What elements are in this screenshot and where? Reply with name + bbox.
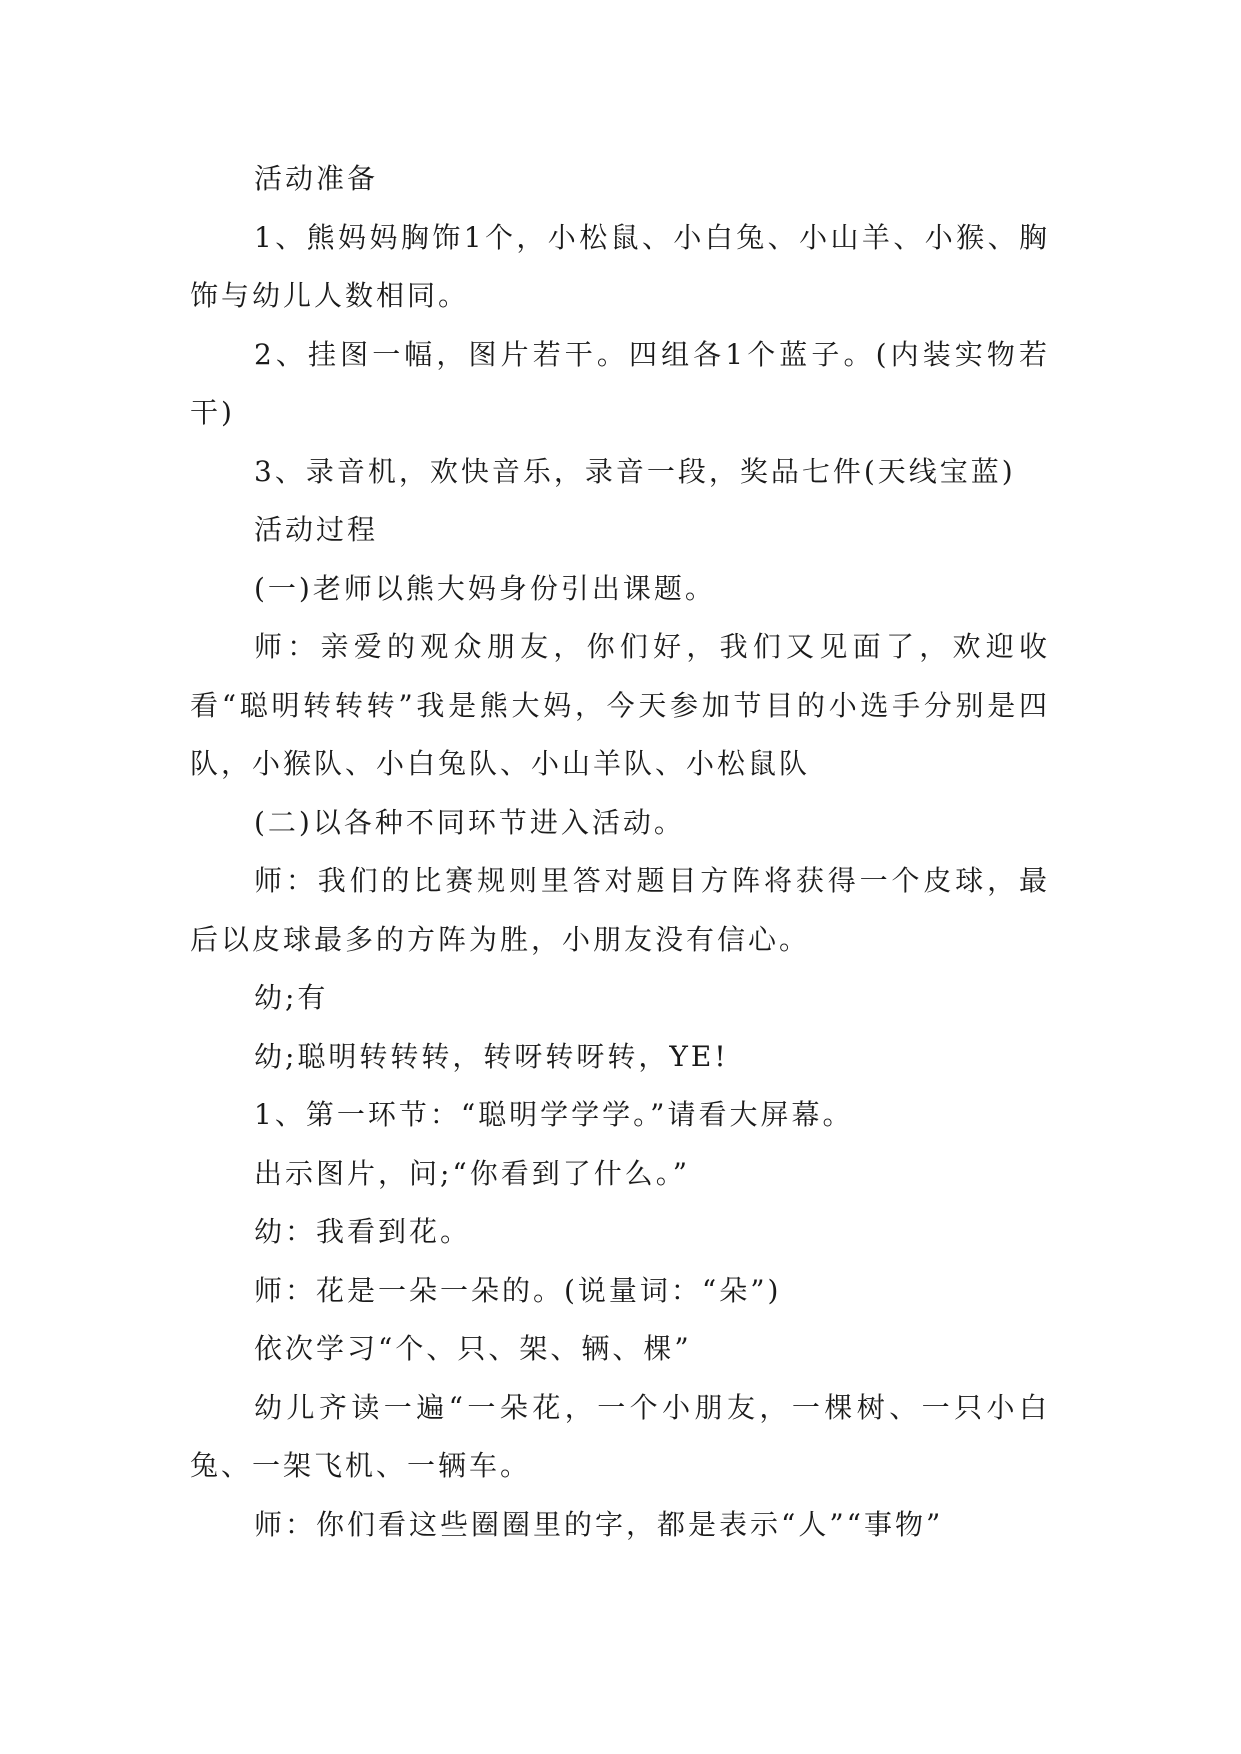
paragraph-teacher-circles: 师：你们看这些圈圈里的字，都是表示“人”“事物”	[254, 1507, 944, 1541]
paragraph-teacher-intro: 师：亲爱的观众朋友，你们好，我们又见面了，欢迎收看“聪明转转转”我是熊大妈，今天参加节目的小选手分别是四队，小猴队、小白兔队、小山羊队、小松鼠队	[190, 630, 1050, 780]
paragraph-teacher-measure-word: 师：花是一朵一朵的。(说量词：“朵”)	[254, 1273, 782, 1307]
paragraph-child-yes: 幼;有	[254, 981, 329, 1014]
paragraph-child-chant: 幼;聪明转转转，转呀转呀转，YE!	[254, 1039, 729, 1073]
heading-activity-preparation: 活动准备	[254, 162, 379, 195]
paragraph-step-one: (一)老师以熊大妈身份引出课题。	[254, 571, 716, 605]
paragraph-first-round: 1、第一环节：“聪明学学学。”请看大屏幕。	[254, 1098, 854, 1131]
document-body	[190, 150, 1050, 1554]
paragraph-read-together: 幼儿齐读一遍“一朵花，一个小朋友，一棵树、一只小白兔、一架飞机、一辆车。	[190, 1390, 1050, 1482]
paragraph-prep-item-3: 3、录音机，欢快音乐，录音一段，奖品七件(天线宝蓝)	[254, 454, 1016, 488]
paragraph-step-two: (二)以各种不同环节进入活动。	[254, 805, 685, 839]
heading-activity-process: 活动过程	[254, 513, 379, 546]
paragraph-teacher-rules: 师：我们的比赛规则里答对题目方阵将获得一个皮球，最后以皮球最多的方阵为胜，小朋友没有信心。	[190, 864, 1050, 956]
paragraph-show-picture: 出示图片，问;“你看到了什么。”	[254, 1156, 691, 1190]
paragraph-learn-measure-words: 依次学习“个、只、架、辆、棵”	[254, 1332, 692, 1365]
paragraph-child-flower: 幼：我看到花。	[254, 1215, 472, 1248]
paragraph-prep-item-1: 1、熊妈妈胸饰1个，小松鼠、小白兔、小山羊、小猴、胸饰与幼儿人数相同。	[190, 220, 1050, 312]
paragraph-prep-item-2: 2、挂图一幅，图片若干。四组各1个蓝子。(内装实物若干)	[190, 337, 1050, 429]
